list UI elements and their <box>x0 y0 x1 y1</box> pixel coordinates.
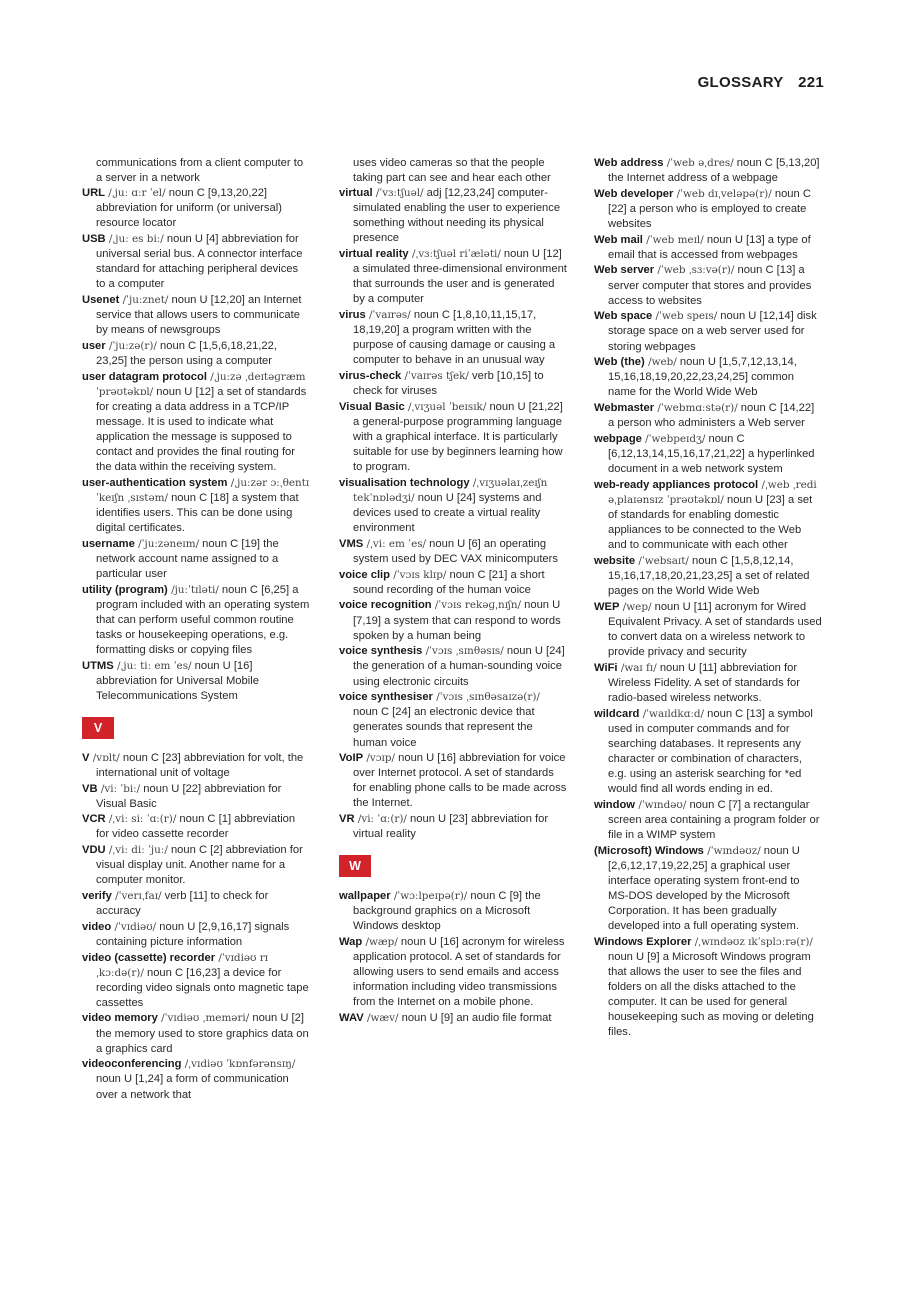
headword: voice clip <box>339 568 390 581</box>
glossary-column-3 <box>594 156 822 1041</box>
headword: virtual reality <box>339 248 409 261</box>
glossary-entry <box>339 1011 567 1026</box>
glossary-entry <box>82 843 310 888</box>
pronunciation: /ˈvɔɪs ˌsɪnθəsaɪzə(r)/ <box>432 691 540 704</box>
section-letter-badge: V <box>82 717 114 739</box>
glossary-entry <box>82 370 310 476</box>
definition: noun C [18] a system that identifies users. This can be done using digital certificates. <box>96 492 299 535</box>
headword: voice recognition <box>339 599 432 612</box>
glossary-entry <box>339 644 567 689</box>
glossary-entry <box>339 400 567 475</box>
glossary-entry <box>594 478 822 553</box>
definition: noun U [1,5,7,12,13,14, 15,16,18,19,20,22,23,24,25] common name for the World Wide Web <box>608 356 797 399</box>
pronunciation: /ˈweb əˌdres/ <box>663 157 734 169</box>
headword: user datagram protocol <box>82 370 207 383</box>
pronunciation: /ˈwɪndəʊ/ <box>635 798 687 811</box>
headword: virtual <box>339 187 373 200</box>
glossary-entry <box>594 309 822 354</box>
pronunciation: /web/ <box>644 356 677 369</box>
pronunciation: /wæp/ <box>362 935 398 948</box>
pronunciation: /ˈvɔɪs klɪp/ <box>390 568 447 581</box>
headword: Web developer <box>594 187 674 200</box>
definition: noun U [2] the memory used to store graphics data on a graphics card <box>96 1012 309 1055</box>
headword: username <box>82 537 135 550</box>
pronunciation: /ˌvɜːtʃuəl riˈæləti/ <box>408 248 501 261</box>
glossary-entry <box>82 889 310 919</box>
pronunciation: /vɔɪp/ <box>363 752 396 765</box>
pronunciation: /ˌvɪʒuəlaɪˌzeɪʃn tekˈnɒlədʒi/ <box>353 476 548 505</box>
headword: VR <box>339 813 355 826</box>
headword: WAV <box>339 1011 364 1024</box>
glossary-entry <box>339 598 567 643</box>
headword: video (cassette) recorder <box>82 951 216 964</box>
definition: noun U [4] abbreviation for universal serial bus. A connector interface standard for attaching peripheral devices to a computer <box>96 233 303 291</box>
definition: noun C [9] the background graphics on a Microsoft Windows desktop <box>353 889 541 933</box>
glossary-entry <box>339 369 567 399</box>
definition: noun C [9,13,20,22] abbreviation for uniform (or universal) resource locator <box>96 187 282 230</box>
glossary-entry <box>82 583 310 658</box>
definition: noun C [5,13,20] the Internet address of a webpage <box>608 157 820 185</box>
pronunciation: /ˌjuːzə ˌdeɪtəɡræm ˈprəʊtəkɒl/ <box>96 370 306 398</box>
definition: noun U [9] a Microsoft Windows program that allows the user to see the files and folders on all the disks attached to the computer. It can be used for general housekeeping such as moving or deleting files. <box>608 950 814 1039</box>
definition: noun U [16] abbreviation for Universal Mobile Telecommunications System <box>96 659 259 703</box>
page-number: 221 <box>798 74 824 91</box>
glossary-entry <box>82 951 310 1011</box>
glossary-entry <box>339 751 567 811</box>
glossary-entry <box>339 186 567 246</box>
glossary-entry <box>82 1057 310 1102</box>
pronunciation: /ˈjuːznet/ <box>119 294 169 307</box>
pronunciation: /ˌvɪʒuəl ˈbeɪsɪk/ <box>404 400 487 413</box>
definition: noun U [12] a set of standards for creating a data address in a TCP/IP message. It is used to indicate what application the message is supposed to contact and provides the final routing for the data within the receiving system. <box>96 385 307 474</box>
headword: utility (program) <box>82 583 168 596</box>
definition: noun C [21] a short sound recording of the human voice <box>353 568 545 596</box>
definition: noun C [1,5,6,18,21,22, 23,25] the person using a computer <box>96 339 277 367</box>
definition: noun C [1,8,10,11,15,17, 18,19,20] a program written with the purpose of causing damage or causing a computer to behave in an unusual way <box>353 309 556 367</box>
headword: virus <box>339 309 366 322</box>
glossary-entry <box>82 920 310 950</box>
definition: noun C [13] a symbol used in computer commands and for searching databases. It represents any character or combination of characters, e.g. using an asterisk searching for *ed would find all words ending in ed. <box>608 707 813 795</box>
glossary-entry <box>82 339 310 369</box>
pronunciation: /viː ˈbiː/ <box>97 782 141 795</box>
pronunciation: /ˈjuːzə(r)/ <box>105 339 157 352</box>
definition: noun C [24] an electronic device that generates sounds that represent the human voice <box>353 706 535 749</box>
headword: visualisation technology <box>339 476 470 489</box>
definition: noun C [16,23] a device for recording video signals onto magnetic tape cassettes <box>96 966 309 1009</box>
headword: URL <box>82 187 105 200</box>
definition: noun U [24] the generation of a human-sounding voice using electronic circuits <box>353 645 565 688</box>
glossary-entry <box>339 537 567 567</box>
entry-list <box>339 889 567 1026</box>
pronunciation: /ˌweb ˌredi əˌplaɪənsɪz ˈprəʊtəkɒl/ <box>608 478 817 506</box>
pronunciation: /ˈvaɪrəs tʃek/ <box>401 370 469 383</box>
definition: noun C [2] abbreviation for visual display unit. Another name for a computer monitor. <box>96 844 303 887</box>
headword: web-ready appliances protocol <box>594 478 759 491</box>
definition: noun U [2,9,16,17] signals containing picture information <box>96 920 290 948</box>
pronunciation: /ˌjuː ɑːr ˈel/ <box>105 187 166 200</box>
pronunciation: /ˈwebpeɪdʒ/ <box>641 432 706 445</box>
headword: Web server <box>594 264 655 277</box>
glossary-entry <box>82 659 310 704</box>
glossary-entry <box>594 798 822 843</box>
glossary-entry <box>82 232 310 292</box>
pronunciation: /ˈweb speɪs/ <box>652 310 718 323</box>
headword: Webmaster <box>594 402 655 415</box>
headword: WEP <box>594 600 620 613</box>
pronunciation: /ˈvɔɪs ˌsɪnθəsɪs/ <box>422 645 504 658</box>
glossary-entry <box>594 844 822 935</box>
definition: noun C [14,22] a person who administers a Web server <box>608 402 815 430</box>
glossary-entry <box>594 233 822 263</box>
definition: noun U [1,24] a form of communication over a network that <box>96 1073 289 1101</box>
continued-definition: communications from a client computer to a server in a network <box>96 157 304 185</box>
pronunciation: /ˈweb ˌsɜːvə(r)/ <box>654 264 735 277</box>
definition: noun U [6] an operating system used by DEC VAX minicomputers <box>353 537 558 565</box>
definition: noun C [19] the network account name assigned to a particular user <box>96 537 279 581</box>
definition: verb [11] to check for accuracy <box>96 889 269 918</box>
definition: noun U [12,14] disk storage space on a web server used for storing webpages <box>608 310 817 353</box>
pronunciation: /waɪ fɪ/ <box>617 661 657 674</box>
page-header <box>698 74 824 91</box>
definition: noun U [11] abbreviation for Wireless Fidelity. A set of standards for radio-based wireless networks. <box>608 661 800 704</box>
definition: noun U [12,20] an Internet service that allows users to communicate by means of newsgroups <box>96 294 302 337</box>
glossary-entry <box>82 782 310 812</box>
definition: noun U [23] a set of standards for enabling domestic appliances to be connected to the Web and to communicate with each other <box>608 493 813 552</box>
glossary-entry <box>339 247 567 307</box>
headword: USB <box>82 233 106 246</box>
headword: voice synthesiser <box>339 691 433 704</box>
pronunciation: /ˌjuː tiː em ˈes/ <box>113 659 192 672</box>
entry-list <box>82 751 310 1103</box>
definition: noun C [1,5,8,12,14, 15,16,17,18,20,21,23,25] a set of related pages on the World Wide Web <box>608 554 810 597</box>
headword: UTMS <box>82 659 114 672</box>
headword: video <box>82 920 112 933</box>
pronunciation: /ˈvɪdiəʊ/ <box>111 920 157 933</box>
pronunciation: /ˈweb dɪˌveləpə(r)/ <box>673 187 772 200</box>
definition: noun U [22] abbreviation for Visual Basic <box>96 782 282 810</box>
headword: WiFi <box>594 661 618 674</box>
pronunciation: /ˌviː diː ˈjuː/ <box>105 844 168 857</box>
pronunciation: /ˈverɪˌfaɪ/ <box>111 889 162 902</box>
headword: verify <box>82 889 112 902</box>
definition: noun U [21,22] a general-purpose programming language with a graphical interface. It is particularly suitable for use by beginners learning how to program. <box>353 400 563 474</box>
pronunciation: /ˈwebsaɪt/ <box>635 554 689 567</box>
definition: noun C [7] a rectangular screen area containing a program folder or file in a WIMP system <box>608 798 820 841</box>
headword: virus-check <box>339 370 402 383</box>
glossary-entry <box>339 935 567 1010</box>
glossary-entry <box>594 600 822 660</box>
pronunciation: /ˈwɔːlpeɪpə(r)/ <box>390 889 468 902</box>
glossary-entry <box>82 751 310 781</box>
glossary-entry <box>339 308 567 368</box>
glossary-entry <box>82 186 310 231</box>
headword: voice synthesis <box>339 645 423 658</box>
definition: noun U [2,6,12,17,19,22,25] a graphical user interface operating system front-end to MS-DOS developed by the Microsoft Corporation. It has been gradually developed into a full operating system. <box>608 844 800 932</box>
glossary-entry <box>594 554 822 599</box>
pronunciation: /ˌwɪndəʊz ɪkˈsplɔːrə(r)/ <box>691 935 813 948</box>
glossary-entry <box>594 432 822 477</box>
glossary-entry <box>82 537 310 582</box>
headword: Web space <box>594 310 653 323</box>
headword: wallpaper <box>339 889 391 902</box>
headword: VMS <box>339 537 364 550</box>
headword: Web address <box>594 157 664 169</box>
glossary-entry <box>594 187 822 232</box>
definition: noun U [16] abbreviation for voice over Internet protocol. A set of standards for enabling phone calls to be made across the Internet. <box>353 752 567 810</box>
glossary-entry <box>594 156 822 186</box>
glossary-entry <box>594 661 822 706</box>
definition: noun U [13] a type of email that is accessed from webpages <box>608 233 811 261</box>
section-letter-badge: W <box>339 855 371 877</box>
glossary-entry <box>594 935 822 1041</box>
pronunciation: /ˌviː em ˈes/ <box>363 537 427 550</box>
glossary-entry <box>339 690 567 750</box>
glossary-entry <box>594 355 822 400</box>
glossary-entry <box>82 293 310 338</box>
pronunciation: /ˌjuː es biː/ <box>105 233 164 246</box>
pronunciation: /ˈvaɪrəs/ <box>365 309 411 322</box>
glossary-entry <box>594 401 822 431</box>
pronunciation: /ˈwebmɑːstə(r)/ <box>654 402 738 415</box>
definition: noun U [11] acronym for Wired Equivalent Privacy. A set of standards used to convert data on a wireless network to provide privacy and security <box>608 600 822 658</box>
glossary-column-1 <box>82 156 310 1103</box>
pronunciation: /ˈwaɪldkɑːd/ <box>639 707 705 720</box>
pronunciation: /vɒlt/ <box>89 751 120 764</box>
headword: V <box>82 751 90 764</box>
headword: VCR <box>82 813 106 826</box>
headword: wildcard <box>594 707 640 720</box>
headword: Windows Explorer <box>594 935 692 948</box>
headword: videoconferencing <box>82 1058 182 1071</box>
definition: adj [12,23,24] computer-simulated enabling the user to experience something without needing its physical presence <box>353 187 561 245</box>
headword: user-authentication system <box>82 476 228 489</box>
pronunciation: /ˈvɪdiəʊ ˌmeməri/ <box>157 1012 250 1025</box>
definition: verb [10,15] to check for viruses <box>353 370 544 398</box>
headword: VB <box>82 782 98 795</box>
headword: (Microsoft) Windows <box>594 844 704 857</box>
pronunciation: /ˈvɪdiəʊ rɪˌkɔːdə(r)/ <box>96 951 269 979</box>
definition: noun C [22] a person who is employed to create websites <box>608 187 811 230</box>
headword: window <box>594 798 636 811</box>
pronunciation: /wæv/ <box>363 1011 399 1024</box>
definition: noun U [9] an audio file format <box>398 1011 552 1024</box>
glossary-entry <box>82 812 310 842</box>
pronunciation: /juːˈtɪləti/ <box>167 583 219 596</box>
entry-list <box>339 186 567 842</box>
headword: Wap <box>339 935 363 948</box>
definition: noun C [6,25] a program included with an operating system that can perform useful common routine tasks or housekeeping operations, e.g. formatting disks or copying files <box>96 583 310 657</box>
pronunciation: /ˈvɜːtʃuəl/ <box>372 187 424 200</box>
entry-list <box>82 186 310 704</box>
pronunciation: /ˌvɪdiəʊ ˈkɒnfərənsɪŋ/ <box>181 1058 296 1071</box>
glossary-entry <box>82 1011 310 1056</box>
headword: user <box>82 339 106 352</box>
glossary-entry <box>594 707 822 798</box>
pronunciation: /ˈweb meɪl/ <box>642 233 704 246</box>
glossary-entry <box>339 812 567 842</box>
glossary-entry <box>339 889 567 934</box>
headword: webpage <box>594 432 642 445</box>
definition: noun U [12] a simulated three-dimensional environment that surrounds the user and is generated by a computer <box>353 248 567 306</box>
glossary-column-2 <box>339 156 567 1027</box>
definition: noun U [23] abbreviation for virtual reality <box>353 813 549 841</box>
glossary-entry <box>82 476 310 536</box>
definition: noun U [7,19] a system that can respond to words spoken by a human being <box>353 599 561 642</box>
headword: Web mail <box>594 233 643 246</box>
headword: VDU <box>82 844 106 857</box>
definition: noun C [23] abbreviation for volt, the international unit of voltage <box>96 751 304 779</box>
pronunciation: /ˈvɔɪs rekəɡˌnɪʃn/ <box>431 599 522 612</box>
pronunciation: /ˌviː siː ˈɑː(r)/ <box>105 813 177 826</box>
headword: Usenet <box>82 294 120 307</box>
headword: video memory <box>82 1012 158 1025</box>
pronunciation: /ˌjuːzər ɔːˌθentɪˈkeɪʃn ˌsɪstəm/ <box>96 476 310 505</box>
headword: VoIP <box>339 752 364 765</box>
pronunciation: /ˈjuːzəneɪm/ <box>134 537 200 550</box>
glossary-entry <box>594 263 822 308</box>
headword: website <box>594 554 636 567</box>
continued-definition: uses video cameras so that the people taking part can see and hear each other <box>353 157 551 185</box>
glossary-entry <box>339 568 567 598</box>
glossary-entry <box>339 476 567 536</box>
glossary-title: GLOSSARY <box>697 74 784 91</box>
pronunciation: /ˈwɪndəʊz/ <box>703 844 761 857</box>
headword: Visual Basic <box>339 400 405 413</box>
definition: noun C [1] abbreviation for video cassette recorder <box>96 813 296 841</box>
definition: noun C [13] a server computer that stores and provides access to websites <box>608 264 812 307</box>
definition: noun U [16] acronym for wireless application protocol. A set of standards for allowing users to send emails and access information including video transmissions from the Internet on a mobile phone. <box>353 935 565 1009</box>
headword: Web (the) <box>594 356 645 369</box>
pronunciation: /viː ˈɑː(r)/ <box>354 813 407 826</box>
entry-list <box>594 156 822 1040</box>
definition: noun U [24] systems and devices used to create a virtual reality environment <box>353 492 542 535</box>
definition: noun C [6,12,13,14,15,16,17,21,22] a hyperlinked document in a web network system <box>608 432 815 476</box>
pronunciation: /wep/ <box>619 600 652 613</box>
